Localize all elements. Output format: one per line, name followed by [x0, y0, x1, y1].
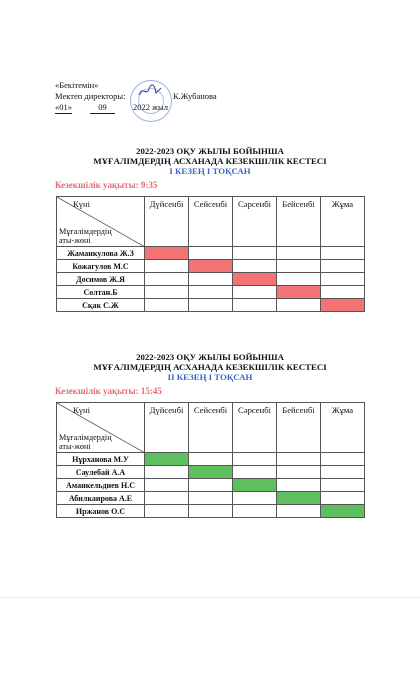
table1-day-4: Жұма [321, 197, 365, 247]
table-row [57, 260, 365, 273]
date-month: 09 [90, 102, 115, 114]
table2-teacher-1: Саулебай А.А [57, 466, 145, 479]
table2-time: Кезекшілік уақыты: 15:45 [55, 386, 162, 396]
table2-corner-cell [57, 403, 145, 453]
table2-title-line3: ІІ КЕЗЕҢ І ТОҚСАН [167, 372, 253, 382]
table1-title-line1: 2022-2023 ОҚУ ЖЫЛЫ БОЙЫНША [136, 146, 284, 156]
table2-day-3: Бейсенбі [277, 403, 321, 453]
table1-teacher-4: Сқак С.Ж [57, 299, 145, 312]
schedule-table-1 [56, 196, 365, 312]
table-row [57, 247, 365, 260]
director-name: К.Жубанова [173, 91, 217, 101]
director-label: Мектеп директоры: [55, 91, 126, 101]
duty-cell [321, 299, 365, 312]
table-row [57, 479, 365, 492]
table1-teacher-1: Кожагулов М.С [57, 260, 145, 273]
table2-day-0: Дүйсенбі [145, 403, 189, 453]
table-row [57, 466, 365, 479]
table2-teacher-0: Нұрханова М.У [57, 453, 145, 466]
table1-day-3: Бейсенбі [277, 197, 321, 247]
table-row [57, 286, 365, 299]
table1-title-line2: МҰҒАЛІМДЕРДІҢ АСХАНАДА КЕЗЕКШІЛІК КЕСТЕСІ [93, 156, 327, 166]
duty-cell [189, 466, 233, 479]
duty-cell [145, 247, 189, 260]
table1-corner-bottom: Мұғалімдердің аты-жөні [59, 227, 112, 245]
duty-cell [145, 453, 189, 466]
table2-day-1: Сейсенбі [189, 403, 233, 453]
table1-time: Кезекшілік уақыты: 9:35 [55, 180, 158, 190]
table1-day-2: Сәрсенбі [233, 197, 277, 247]
table1-corner-top: Күні [73, 199, 91, 209]
duty-cell [321, 505, 365, 518]
table2-title-line1: 2022-2023 ОҚУ ЖЫЛЫ БОЙЫНША [136, 352, 284, 362]
table2-day-4: Жұма [321, 403, 365, 453]
approval-heading: «Бекітемін» [55, 80, 99, 90]
table1-teacher-2: Досимов Ж.Я [57, 273, 145, 286]
stamp-icon [130, 80, 172, 122]
table1-corner-cell [57, 197, 145, 247]
table1-title-line3: І КЕЗЕҢ І ТОҚСАН [169, 166, 251, 176]
table2-teacher-2: Аманкельдиев Н.С [57, 479, 145, 492]
table2-day-2: Сәрсенбі [233, 403, 277, 453]
duty-cell [277, 492, 321, 505]
duty-cell [233, 273, 277, 286]
date-year: 2022 жыл [133, 102, 168, 112]
table2-title [0, 352, 420, 382]
table2-corner-bottom: Мұғалімдердің аты-жөні [59, 433, 112, 451]
duty-cell [189, 260, 233, 273]
table2-corner-top: Күні [73, 405, 91, 415]
duty-cell [233, 479, 277, 492]
table-row [57, 453, 365, 466]
table2-title-line2: МҰҒАЛІМДЕРДІҢ АСХАНАДА КЕЗЕКШІЛІК КЕСТЕСІ [93, 362, 327, 372]
date-day: «01» [55, 102, 72, 112]
table1-teacher-3: Солтан.Б [57, 286, 145, 299]
table-row [57, 492, 365, 505]
duty-cell [277, 286, 321, 299]
table1-day-1: Сейсенбі [189, 197, 233, 247]
table1-teacher-0: Жаманкулова Ж.З [57, 247, 145, 260]
table-row [57, 273, 365, 286]
page-divider [0, 597, 420, 598]
table1-day-0: Дүйсенбі [145, 197, 189, 247]
table2-teacher-3: Абилкаирова А.Е [57, 492, 145, 505]
table1-title [0, 146, 420, 176]
table-row [57, 299, 365, 312]
table2-teacher-4: Иржанов О.С [57, 505, 145, 518]
schedule-table-2 [56, 402, 365, 518]
table-row [57, 505, 365, 518]
